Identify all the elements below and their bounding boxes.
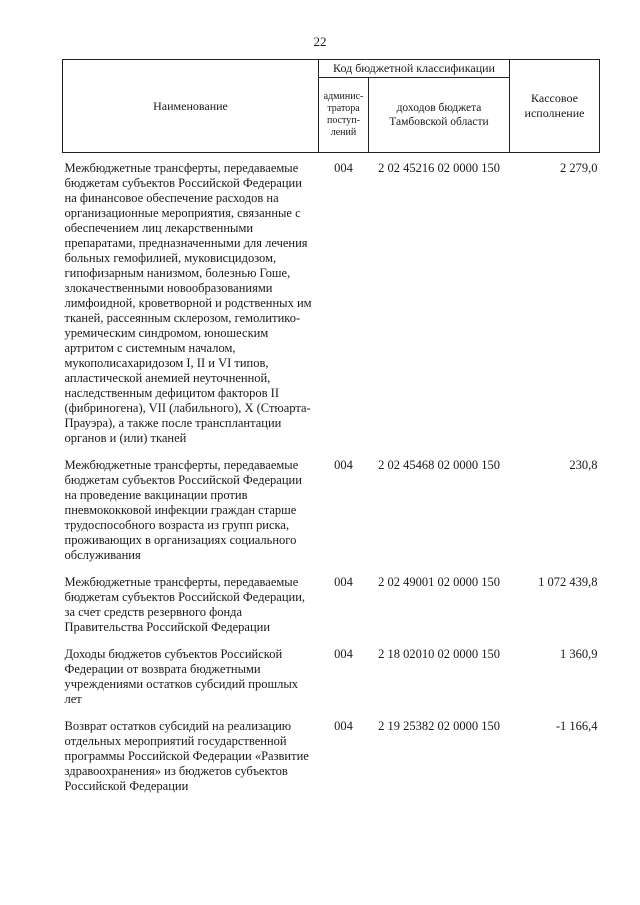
row-name: Межбюджетные трансферты, передаваемые бюджетам субъектов Российской Федерации на проведение вакцинации против пневмококковой инфекции граждан старше трудоспособного возраста из групп риска, проживающих в организациях социального обслуживания [64,457,302,562]
row-income-code: 2 02 49001 02 0000 150 [378,574,500,589]
header-income: доходов бюджета Тамбовской области [369,78,510,153]
row-cash-value: -1 166,4 [555,718,598,733]
page-number: 22 [313,34,327,49]
row-name: Межбюджетные трансферты, передаваемые бюджетам субъектов Российской Федерации, за счет средств резервного фонда Правительства Российской Федерации [64,574,306,634]
header-code-group: Код бюджетной классификации [319,60,510,78]
row-name: Возврат остатков субсидий на реализацию отдельных мероприятий государственной программы Российской Федерации «Развитие здравоохранения» из бюджетов субъектов Российской Федерации [64,718,309,793]
row-income-code: 2 18 02010 02 0000 150 [378,646,500,661]
table-row [63,161,600,458]
row-cash-value: 2 279,0 [560,160,598,175]
row-admin-code: 004 [334,718,353,733]
table-row [63,458,600,575]
row-admin-code: 004 [334,160,353,175]
header-gap [63,153,600,161]
row-income-code: 2 02 45216 02 0000 150 [378,160,500,175]
row-name: Межбюджетные трансферты, передаваемые бюджетам субъектов Российской Федерации на финансовое обеспечение расходов на организационные мероприятия, связанные с обеспечением лиц лекарственными препаратами, предназначенными для лечения больных гемофилией, муковисцидозом, гипофизарным нанизмом, болезнью Гоше, злокачественными новообразованиями лимфоидной, кроветворной и родственных им тканей, рассеянным склерозом, гемолитико-уремическим синдромом, юношеским артритом с системным началом, мукополисахаридозом I, II и VI типов, апластической анемией неуточненной, наследственным дефицитом факторов II (фибриногена), VII (лабильного), X (Стюарта-Прауэра), а также после трансплантации органов и (или) тканей [64,160,312,445]
row-name: Доходы бюджетов субъектов Российской Федерации от возврата бюджетными учреждениями остатков субсидий прошлых лет [64,646,298,706]
row-cash-value: 230,8 [569,457,598,472]
row-cash-value: 1 360,9 [560,646,598,661]
row-admin-code: 004 [334,646,353,661]
row-admin-code: 004 [334,574,353,589]
row-income-code: 2 19 25382 02 0000 150 [378,718,500,733]
budget-table [62,59,600,806]
header-name: Наименование [63,60,319,153]
table-row [63,647,600,719]
header-cash: Кассовое исполнение [510,60,600,153]
row-cash-value: 1 072 439,8 [538,574,598,589]
row-admin-code: 004 [334,457,353,472]
row-income-code: 2 02 45468 02 0000 150 [378,457,500,472]
header-admin: админис-тратора поступ-лений [319,78,369,153]
table-row [63,719,600,806]
table-row [63,575,600,647]
